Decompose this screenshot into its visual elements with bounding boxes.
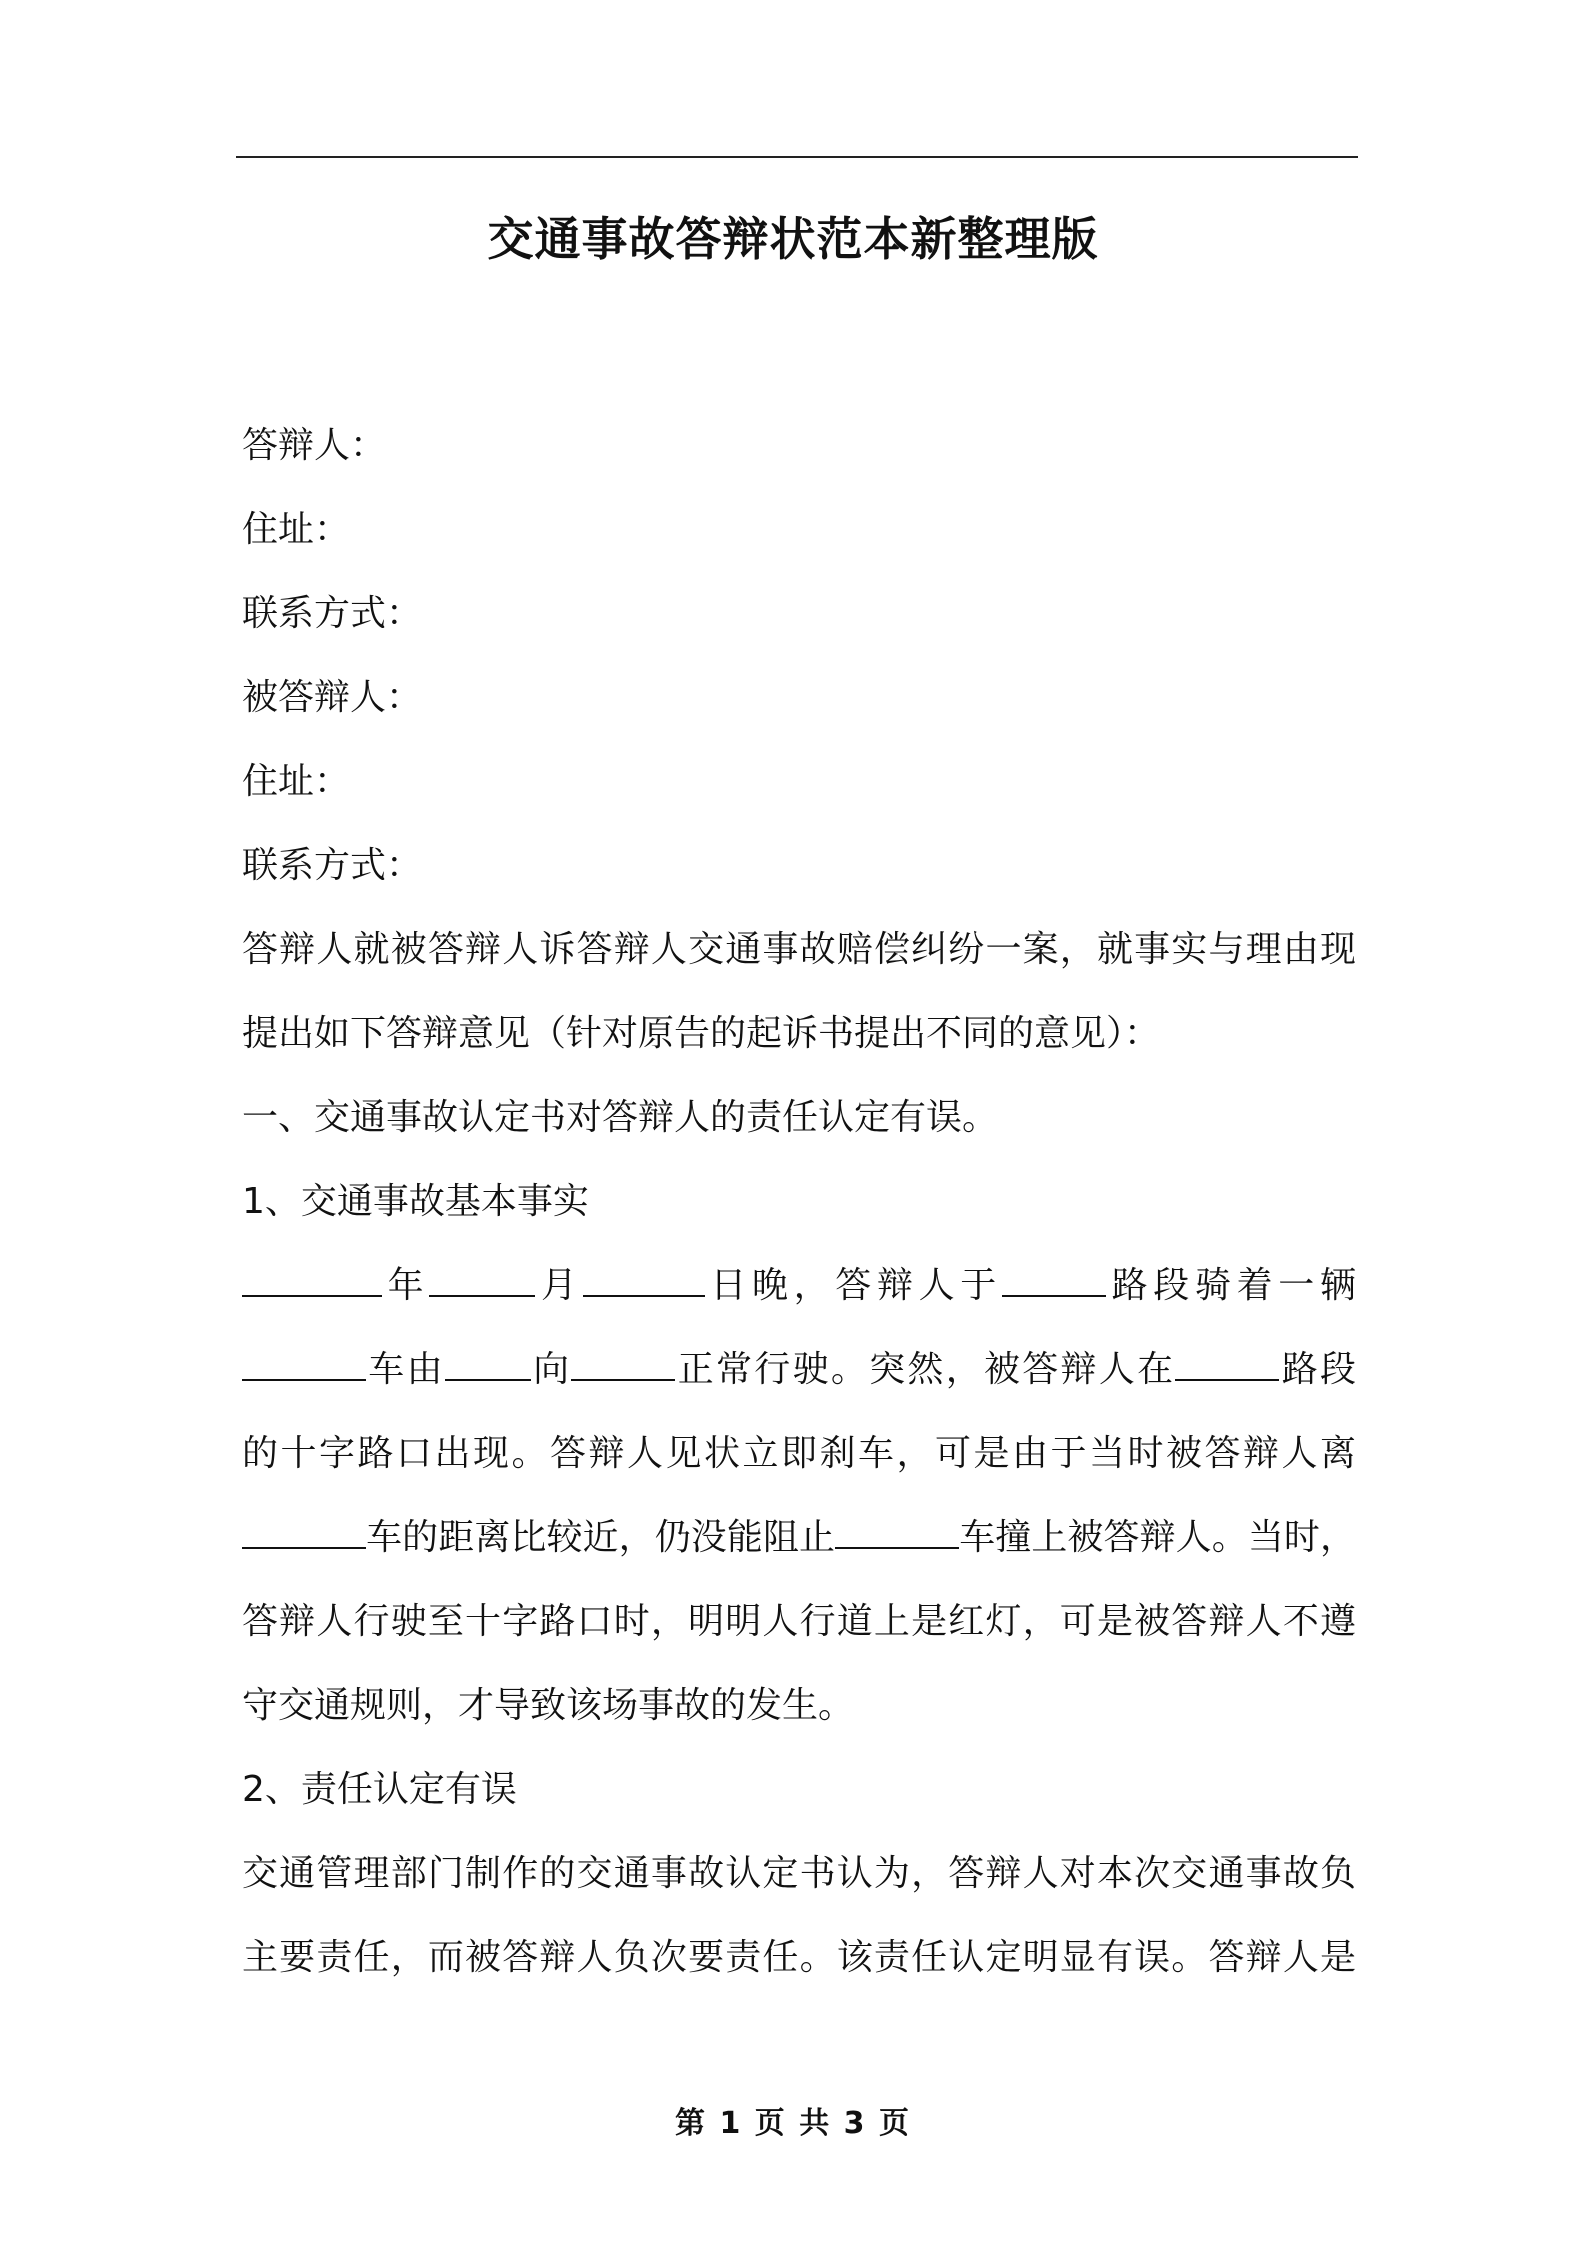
facts-text: 年 bbox=[382, 1265, 430, 1306]
field-defendant-contact: 联系方式： bbox=[242, 593, 423, 634]
facts-line bbox=[242, 1496, 1356, 1580]
blank-field bbox=[835, 1521, 959, 1549]
blank-field bbox=[571, 1353, 675, 1381]
facts-text: 路段骑着一辆 bbox=[1105, 1265, 1356, 1306]
intro-line: 答辩人就被答辩人诉答辩人交通事故赔偿纠纷一案，就事实与理由现 bbox=[242, 929, 1356, 970]
facts-text: 正常行驶。突然，被答辩人在 bbox=[675, 1349, 1176, 1390]
blank-field bbox=[1175, 1353, 1279, 1381]
section-heading: 一、交通事故认定书对答辩人的责任认定有误。 bbox=[242, 1097, 999, 1138]
field-respondent: 被答辩人： bbox=[242, 677, 423, 718]
facts-text: 路段 bbox=[1279, 1349, 1356, 1390]
field-defendant-address: 住址： bbox=[242, 509, 351, 550]
blank-field bbox=[583, 1269, 705, 1297]
facts-line: 守交通规则，才导致该场事故的发生。 bbox=[242, 1685, 855, 1726]
document-title: 交通事故答辩状范本新整理版 bbox=[487, 212, 1099, 266]
intro-line: 提出如下答辩意见（针对原告的起诉书提出不同的意见）： bbox=[242, 1013, 1161, 1054]
facts-line: 的十字路口出现。答辩人见状立即刹车，可是由于当时被答辩人离 bbox=[242, 1433, 1356, 1474]
document-body bbox=[242, 404, 1356, 2000]
field-respondent-contact: 联系方式： bbox=[242, 845, 423, 886]
facts-text: 车的距离比较近，仍没能阻止 bbox=[366, 1517, 836, 1558]
subsection-heading: 1、交通事故基本事实 bbox=[242, 1181, 589, 1222]
page-footer: 第 1 页 共 3 页 bbox=[675, 2106, 911, 2141]
responsibility-line: 交通管理部门制作的交通事故认定书认为，答辩人对本次交通事故负 bbox=[242, 1853, 1356, 1894]
blank-field bbox=[242, 1353, 366, 1381]
facts-text: 向 bbox=[530, 1349, 572, 1390]
blank-field bbox=[242, 1269, 382, 1297]
facts-text: 月 bbox=[535, 1265, 583, 1306]
blank-field bbox=[445, 1353, 531, 1381]
responsibility-line: 主要责任，而被答辩人负次要责任。该责任认定明显有误。答辩人是 bbox=[242, 1937, 1356, 1978]
header-rule bbox=[236, 156, 1358, 158]
blank-field bbox=[429, 1269, 535, 1297]
field-respondent-address: 住址： bbox=[242, 761, 351, 802]
facts-line bbox=[242, 1244, 1356, 1328]
facts-line bbox=[242, 1328, 1356, 1412]
field-defendant: 答辩人： bbox=[242, 425, 387, 466]
facts-line: 答辩人行驶至十字路口时，明明人行道上是红灯，可是被答辩人不遵 bbox=[242, 1601, 1356, 1642]
facts-text: 车撞上被答辩人。当时， bbox=[959, 1517, 1356, 1558]
blank-field bbox=[242, 1521, 366, 1549]
facts-text: 车由 bbox=[366, 1349, 445, 1390]
blank-field bbox=[1002, 1269, 1106, 1297]
subsection-heading: 2、责任认定有误 bbox=[242, 1769, 517, 1810]
facts-text: 日晚，答辩人于 bbox=[704, 1265, 1002, 1306]
